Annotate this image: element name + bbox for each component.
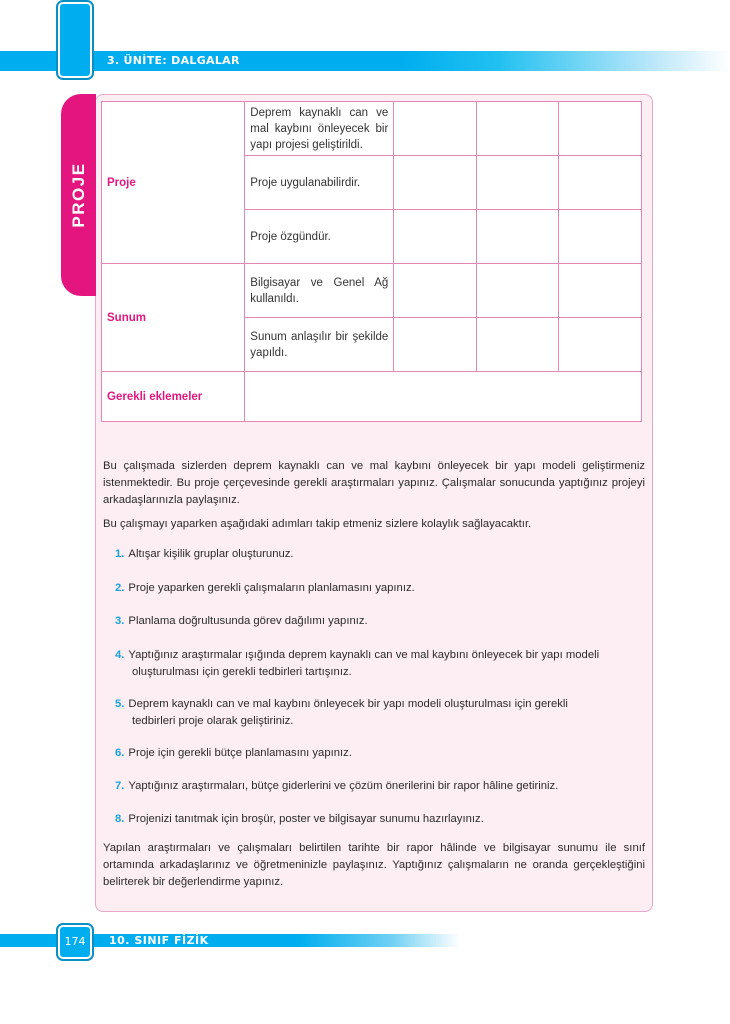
criterion-cell: Proje özgündür. [245,210,394,264]
category-sunum: Sunum [102,264,245,372]
step-text: Deprem kaynaklı can ve mal kaybını önleyecek bir yapı modeli oluşturulması için gerekli [128,698,568,710]
step-item [115,778,635,795]
rubric-table [101,101,642,422]
category-gerekli-eklemeler: Gerekli eklemeler [102,372,245,422]
score-cell[interactable] [394,318,477,372]
intro-paragraph-2: Bu çalışmayı yaparken aşağıdaki adımları takip etmeniz sizlere kolaylık sağlayacaktır. [103,518,532,530]
intro-paragraph-1: Bu çalışmada sizlerden deprem kaynaklı can ve mal kaybını önleyecek bir yapı modeli geliştirmeniz istenmektedir. Bu proje çerçevesinde gerekli araştırmaları yapınız. Çalışmalar sonucunda yaptığınız projeyi arkadaşlarınızla paylaşınız. [103,460,645,506]
step-number: 8. [115,813,125,825]
step-item [115,546,635,563]
step-text-continued: oluşturulması için gerekli tedbirleri tartışınız. [132,666,352,678]
step-item [115,811,635,828]
step-text: Proje yaparken gerekli çalışmaların planlamasını yapınız. [128,582,415,594]
category-proje: Proje [102,102,245,264]
table-row [102,372,642,422]
score-cell[interactable] [394,156,477,210]
step-item [115,745,635,762]
criterion-cell: Bilgisayar ve Genel Ağ kullanıldı. [245,264,394,318]
page-number: 174 [58,925,92,959]
table-row [102,264,642,318]
score-cell[interactable] [394,210,477,264]
step-text: Proje için gerekli bütçe planlamasını yapınız. [128,747,352,759]
step-item [115,696,635,730]
step-text: Planlama doğrultusunda görev dağılımı yapınız. [128,615,368,627]
step-number: 5. [115,698,125,710]
step-item [115,580,635,597]
book-title: 10. SINIF FİZİK [109,934,209,947]
step-text: Yaptığınız araştırmalar ışığında deprem kaynaklı can ve mal kaybını önleyecek bir yapı modeli [128,649,600,661]
score-cell[interactable] [559,264,642,318]
score-cell[interactable] [476,318,559,372]
step-text: Projenizi tanıtmak için broşür, poster ve bilgisayar sunumu hazırlayınız. [128,813,484,825]
side-tab-label: PROJE [69,162,88,228]
score-cell[interactable] [559,210,642,264]
score-cell[interactable] [559,102,642,156]
step-number: 3. [115,615,125,627]
score-cell[interactable] [394,102,477,156]
header-tab-decoration [58,2,92,78]
score-cell[interactable] [476,156,559,210]
score-cell[interactable] [394,264,477,318]
score-cell[interactable] [476,264,559,318]
step-text: Altışar kişilik gruplar oluşturunuz. [128,548,294,560]
step-number: 1. [115,548,125,560]
criterion-cell: Sunum anlaşılır bir şekilde yapıldı. [245,318,394,372]
additions-cell[interactable] [245,372,642,422]
table-row [102,102,642,156]
criterion-cell: Deprem kaynaklı can ve mal kaybını önleyecek bir yapı projesi geliştirildi. [245,102,394,156]
step-text-continued: tedbirleri proje olarak geliştiriniz. [132,715,294,727]
score-cell[interactable] [559,156,642,210]
step-number: 7. [115,780,125,792]
score-cell[interactable] [476,102,559,156]
step-item [115,647,635,681]
score-cell[interactable] [559,318,642,372]
step-number: 6. [115,747,125,759]
score-cell[interactable] [476,210,559,264]
closing-paragraph: Yapılan araştırmaları ve çalışmaları belirtilen tarihte bir rapor hâlinde ve bilgisayar sunumu ile sınıf ortamında arkadaşlarınız ve öğretmeninizle paylaşınız. Yaptığınız çalışmaların ne oranda gerçekleştiğini belirterek bir değerlendirme yapınız. [103,842,645,888]
step-item [115,613,635,630]
step-number: 4. [115,649,125,661]
criterion-cell: Proje uygulanabilirdir. [245,156,394,210]
step-text: Yaptığınız araştırmaları, bütçe giderlerini ve çözüm önerilerini bir rapor hâline getiriniz. [128,780,559,792]
step-number: 2. [115,582,125,594]
unit-title: 3. ÜNİTE: DALGALAR [107,54,240,67]
